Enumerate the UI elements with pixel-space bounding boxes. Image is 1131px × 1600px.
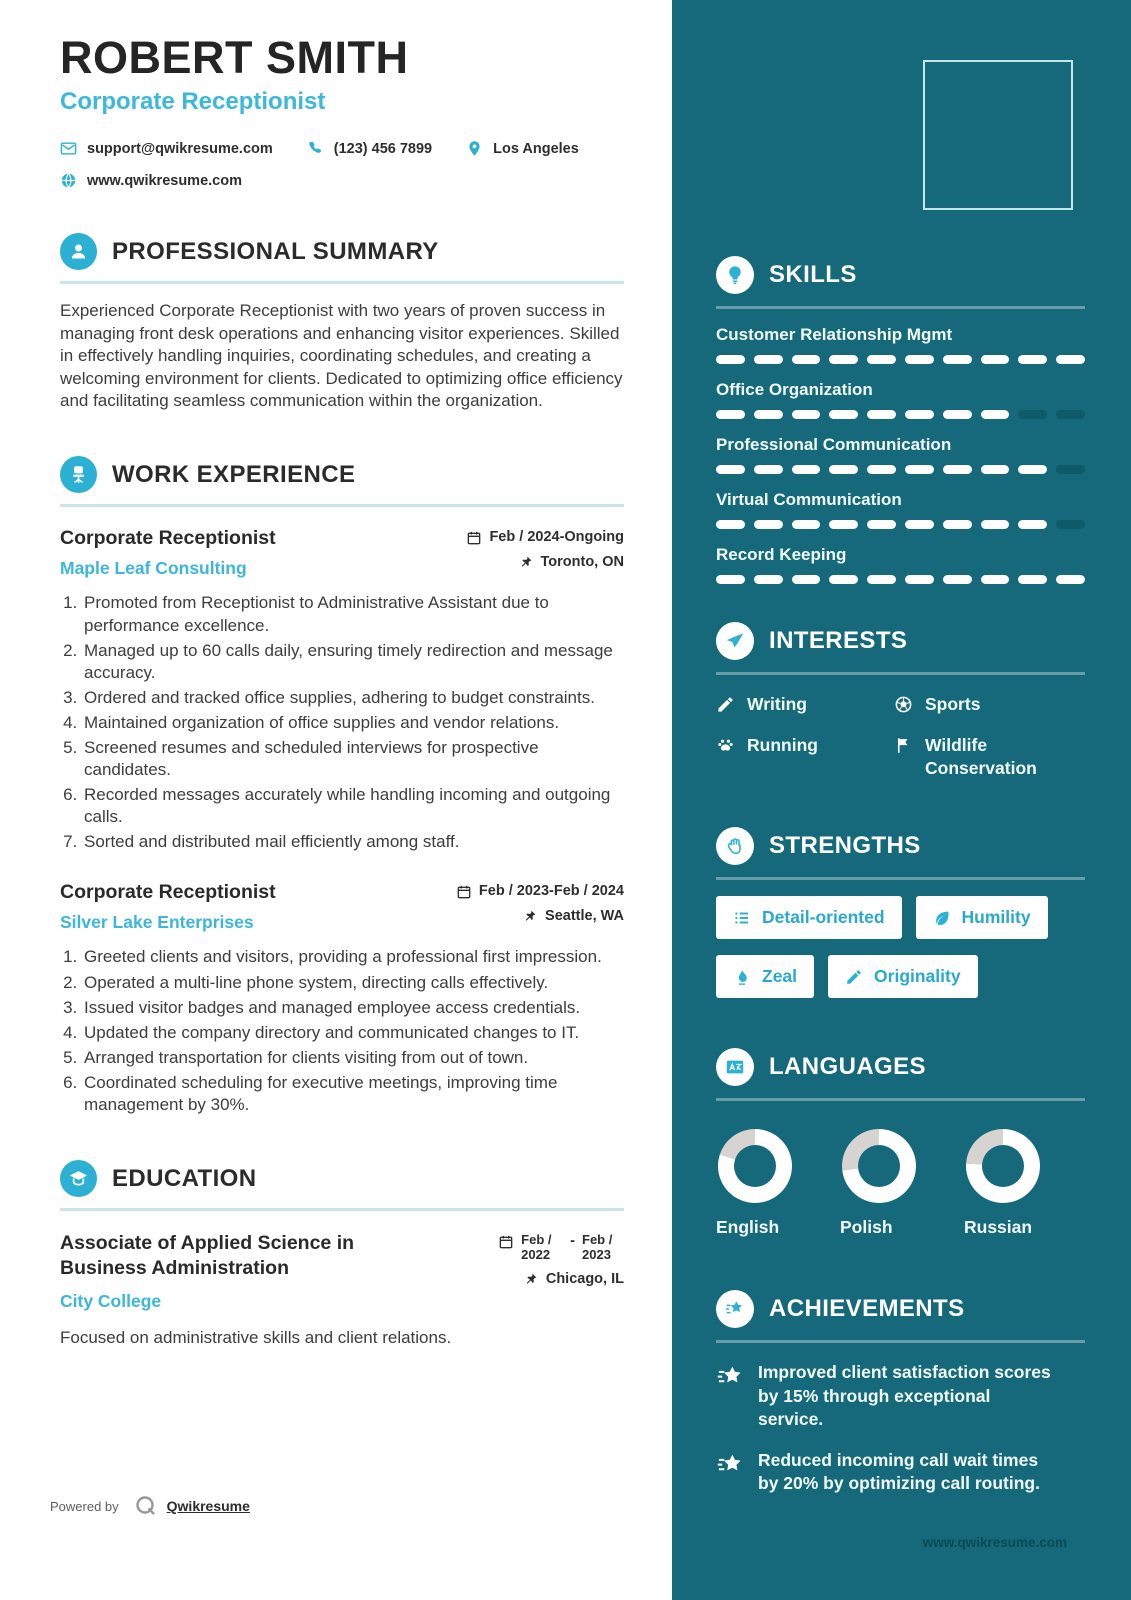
person-name: ROBERT SMITH [60, 32, 409, 83]
job-bullet: 6. Recorded messages accurately while handling incoming and outgoing calls. [82, 784, 624, 828]
phone-item [307, 140, 432, 157]
translate-icon [716, 1048, 754, 1086]
skill-dash [1056, 465, 1085, 474]
skill-dash [943, 355, 972, 364]
section-strengths [716, 827, 1085, 998]
job-bullet: 1. Promoted from Receptionist to Administrative Assistant due to performance excellence. [82, 592, 624, 636]
shooting-star-icon [716, 1450, 744, 1478]
interest-item: Running [716, 734, 894, 780]
divider [60, 504, 624, 507]
skill-dash [829, 520, 858, 529]
pencil-icon [845, 968, 863, 986]
skill-dash [829, 465, 858, 474]
degree-title: Associate of Applied Science in Business Administration [60, 1232, 355, 1280]
job-bullet-list [60, 592, 624, 853]
education-heading: EDUCATION [112, 1164, 257, 1192]
skill-dash [792, 465, 821, 474]
section-achievements [716, 1290, 1085, 1495]
skill-dash [754, 520, 783, 529]
skill-dash [867, 410, 896, 419]
job-bullet: 3. Ordered and tracked office supplies, adhering to budget constraints. [82, 687, 624, 709]
footer [50, 1494, 250, 1518]
skill-row: Professional Communication [716, 435, 1085, 474]
section-professional-summary [60, 233, 624, 412]
paper-plane-icon [716, 622, 754, 660]
skill-dash [1056, 520, 1085, 529]
job-bullet: 4. Updated the company directory and communicated changes to IT. [82, 1022, 624, 1044]
strength-chip: Originality [828, 955, 978, 998]
skill-level-bar [716, 355, 1085, 364]
skill-row: Virtual Communication [716, 490, 1085, 529]
email-icon [60, 140, 77, 157]
education-entry [60, 1231, 624, 1312]
person-title: Corporate Receptionist [60, 88, 326, 116]
calendar-icon [498, 1234, 514, 1250]
skill-dash [1056, 355, 1085, 364]
globe-icon [60, 172, 77, 189]
interest-item: Sports [894, 693, 1085, 716]
calendar-icon [466, 530, 482, 546]
skill-dash [1018, 520, 1047, 529]
language-item: Russian [964, 1129, 1050, 1238]
divider [716, 672, 1085, 675]
pencil-icon [716, 695, 735, 714]
skill-dash [1018, 410, 1047, 419]
phone-icon [307, 140, 324, 157]
person-icon [60, 233, 97, 270]
office-chair-icon [60, 456, 97, 493]
summary-text: Experienced Corporate Receptionist with two years of proven success in managing front desk operations and enhancing visitor experiences. Skilled in effectively handling inquiries, coordinating schedules, and creating a welcoming environment for clients. Dedicated to optimizing office efficiency and facilitating seamless communication within the organization. [60, 301, 623, 410]
skill-dash [905, 465, 934, 474]
phone-text: (123) 456 7899 [333, 140, 433, 157]
flame-icon [733, 968, 751, 986]
skill-dash [754, 410, 783, 419]
job-entry-2 [60, 881, 624, 1116]
skill-row: Office Organization [716, 380, 1085, 419]
job-bullet: 1. Greeted clients and visitors, providing a professional first impression. [82, 946, 624, 968]
skill-dash [829, 575, 858, 584]
divider [60, 1208, 624, 1211]
job-title: Corporate Receptionist [60, 527, 276, 550]
qwikresume-logo-icon [134, 1494, 158, 1518]
skill-dash [867, 520, 896, 529]
work-heading: WORK EXPERIENCE [112, 460, 356, 488]
language-item: English [716, 1129, 802, 1238]
education-dates: Feb / 2022 - Feb / 2023 [498, 1233, 624, 1263]
job-bullet: 2. Managed up to 60 calls daily, ensuring timely redirection and message accuracy. [82, 640, 624, 684]
location-text: Los Angeles [493, 140, 579, 157]
skill-dash [943, 410, 972, 419]
email-item[interactable] [60, 140, 273, 157]
pushpin-icon [522, 909, 538, 925]
location-item [466, 140, 579, 157]
skill-dash [981, 410, 1010, 419]
photo-placeholder [923, 60, 1073, 210]
skill-dash [1056, 575, 1085, 584]
strength-chip: Zeal [716, 955, 814, 998]
location-pin-icon [466, 140, 483, 157]
job-company: Silver Lake Enterprises [60, 912, 254, 933]
job-bullet: 6. Coordinated scheduling for executive meetings, improving time management by 30%. [82, 1072, 624, 1116]
job-bullet-list [60, 946, 624, 1116]
skill-dash [829, 355, 858, 364]
section-languages [716, 1048, 1085, 1238]
qwikresume-link[interactable]: Qwikresume [166, 1498, 250, 1514]
powered-by-label: Powered by [50, 1498, 119, 1514]
strength-chip: Detail-oriented [716, 896, 902, 939]
achievement-item: Improved client satisfaction scores by 15% through exceptional service. [716, 1361, 1085, 1431]
job-entry-1 [60, 527, 624, 853]
skill-dash [905, 520, 934, 529]
job-bullet: 5. Arranged transportation for clients visiting from out of town. [82, 1047, 624, 1069]
divider [716, 306, 1085, 309]
divider [716, 877, 1085, 880]
skill-dash [716, 410, 745, 419]
skill-dash [716, 575, 745, 584]
resume-sidebar [672, 0, 1131, 1600]
skill-dash [792, 575, 821, 584]
skill-dash [792, 520, 821, 529]
education-description: Focused on administrative skills and client relations. [60, 1327, 452, 1347]
graduate-icon [60, 1160, 97, 1197]
skill-dash [867, 575, 896, 584]
section-education [60, 1160, 624, 1348]
skill-level-bar [716, 465, 1085, 474]
divider [716, 1340, 1085, 1343]
job-location: Seattle, WA [522, 908, 624, 925]
skill-dash [754, 465, 783, 474]
interests-heading: INTERESTS [769, 627, 908, 654]
skill-dash [754, 575, 783, 584]
job-bullet: 4. Maintained organization of office supplies and vendor relations. [82, 712, 624, 734]
website-text: www.qwikresume.com [87, 172, 242, 189]
skill-dash [829, 410, 858, 419]
achievements-heading: ACHIEVEMENTS [769, 1295, 965, 1323]
job-company: Maple Leaf Consulting [60, 558, 247, 579]
language-donut-chart [966, 1129, 1040, 1203]
language-item: Polish [840, 1129, 926, 1238]
paw-icon [716, 736, 735, 755]
job-dates: Feb / 2024-Ongoing [466, 529, 624, 546]
language-donut-chart [718, 1129, 792, 1203]
watermark-url: www.qwikresume.com [922, 1535, 1067, 1550]
lightbulb-icon [716, 256, 754, 294]
achievement-item: Reduced incoming call wait times by 20% by optimizing call routing. [716, 1449, 1085, 1496]
pushpin-icon [523, 1272, 539, 1288]
languages-heading: LANGUAGES [769, 1053, 926, 1081]
soccer-icon [894, 695, 913, 714]
skill-dash [943, 520, 972, 529]
job-bullet: 2. Operated a multi-line phone system, directing calls effectively. [82, 972, 624, 994]
skill-dash [754, 355, 783, 364]
contact-block [60, 140, 624, 189]
leaf-icon [933, 909, 951, 927]
job-bullet: 3. Issued visitor badges and managed employee access credentials. [82, 997, 624, 1019]
job-bullet: 7. Sorted and distributed mail efficiently among staff. [82, 831, 624, 853]
email-text: support@qwikresume.com [87, 140, 273, 157]
skill-row: Customer Relationship Mgmt [716, 325, 1085, 364]
fist-icon [716, 827, 754, 865]
skill-dash [716, 520, 745, 529]
skill-dash [905, 410, 934, 419]
divider [716, 1098, 1085, 1101]
skill-dash [716, 355, 745, 364]
strengths-heading: STRENGTHS [769, 832, 921, 860]
section-skills [716, 256, 1085, 584]
job-location: Toronto, ON [518, 554, 625, 571]
interest-item: Writing [716, 693, 894, 716]
skill-dash [981, 465, 1010, 474]
flag-icon [894, 736, 913, 755]
skill-dash [981, 520, 1010, 529]
list-icon [733, 909, 751, 927]
skill-dash [792, 410, 821, 419]
skill-dash [867, 355, 896, 364]
skill-row: Record Keeping [716, 545, 1085, 584]
job-title: Corporate Receptionist [60, 881, 276, 904]
skill-level-bar [716, 410, 1085, 419]
job-bullet: 5. Screened resumes and scheduled interviews for prospective candidates. [82, 737, 624, 781]
education-location: Chicago, IL [523, 1271, 624, 1288]
strength-chip: Humility [916, 896, 1048, 939]
section-work-experience [60, 456, 624, 1116]
skill-level-bar [716, 575, 1085, 584]
skill-dash [981, 575, 1010, 584]
skills-heading: SKILLS [769, 261, 857, 288]
calendar-icon [456, 884, 472, 900]
job-dates: Feb / 2023-Feb / 2024 [456, 883, 624, 900]
skill-dash [716, 465, 745, 474]
skill-level-bar [716, 520, 1085, 529]
skill-dash [981, 355, 1010, 364]
shooting-star-icon [716, 1362, 744, 1390]
summary-heading: PROFESSIONAL SUMMARY [112, 237, 439, 265]
interest-item: Wildlife Conservation [894, 734, 1085, 780]
skill-dash [792, 355, 821, 364]
skill-dash [943, 465, 972, 474]
school-name: City College [60, 1290, 162, 1311]
skill-dash [1018, 355, 1047, 364]
shooting-star-icon [716, 1290, 754, 1328]
section-interests [716, 622, 1085, 779]
website-item[interactable] [60, 172, 242, 189]
skill-dash [905, 355, 934, 364]
skill-dash [1018, 465, 1047, 474]
skill-dash [943, 575, 972, 584]
pushpin-icon [518, 555, 534, 571]
divider [60, 281, 624, 284]
skill-dash [905, 575, 934, 584]
skill-dash [867, 465, 896, 474]
skill-dash [1018, 575, 1047, 584]
skill-dash [1056, 410, 1085, 419]
language-donut-chart [842, 1129, 916, 1203]
